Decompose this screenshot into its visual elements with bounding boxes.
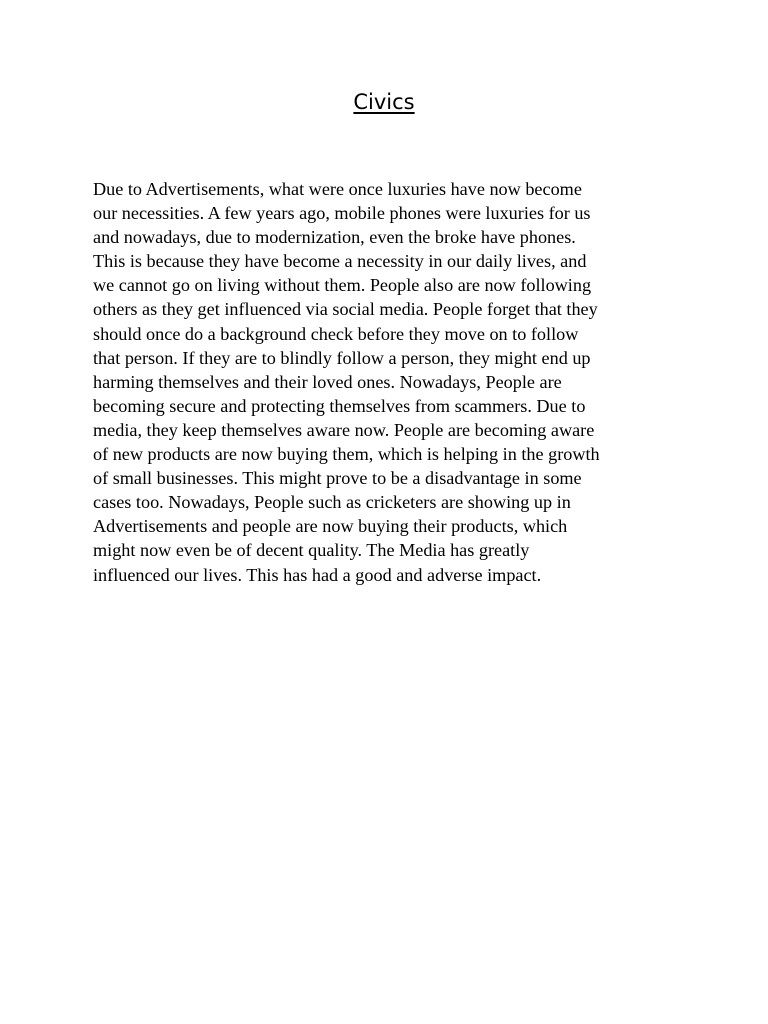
paragraph-line: others as they get influenced via social media. People forget that they	[93, 299, 598, 320]
paragraph-line: harming themselves and their loved ones. Nowadays, People are	[93, 371, 562, 392]
document-title: Civics	[353, 90, 415, 114]
paragraph-line: This is because they have become a necessity in our daily lives, and	[93, 251, 587, 272]
paragraph-line: we cannot go on living without them. People also are now following	[93, 275, 592, 296]
paragraph-line: and nowadays, due to modernization, even the broke have phones.	[93, 227, 576, 248]
document-paragraph	[93, 177, 678, 587]
paragraph-line: media, they keep themselves aware now. People are becoming aware	[93, 419, 595, 440]
paragraph-line: Due to Advertisements, what were once luxuries have now become	[93, 179, 582, 199]
paragraph-line: influenced our lives. This has had a good and adverse impact.	[93, 564, 542, 585]
paragraph-line: should once do a background check before they move on to follow	[93, 323, 579, 344]
paragraph-line: Advertisements and people are now buying their products, which	[93, 516, 568, 537]
paragraph-line: becoming secure and protecting themselves from scammers. Due to	[93, 395, 586, 416]
paragraph-line: might now even be of decent quality. The Media has greatly	[93, 540, 530, 561]
paragraph-line: of small businesses. This might prove to be a disadvantage in some	[93, 468, 582, 489]
paragraph-line: of new products are now buying them, which is helping in the growth	[93, 444, 600, 465]
paragraph-line: that person. If they are to blindly follow a person, they might end up	[93, 347, 591, 368]
paragraph-line: cases too. Nowadays, People such as cricketers are showing up in	[93, 492, 571, 513]
paragraph-line: our necessities. A few years ago, mobile phones were luxuries for us	[93, 203, 591, 224]
